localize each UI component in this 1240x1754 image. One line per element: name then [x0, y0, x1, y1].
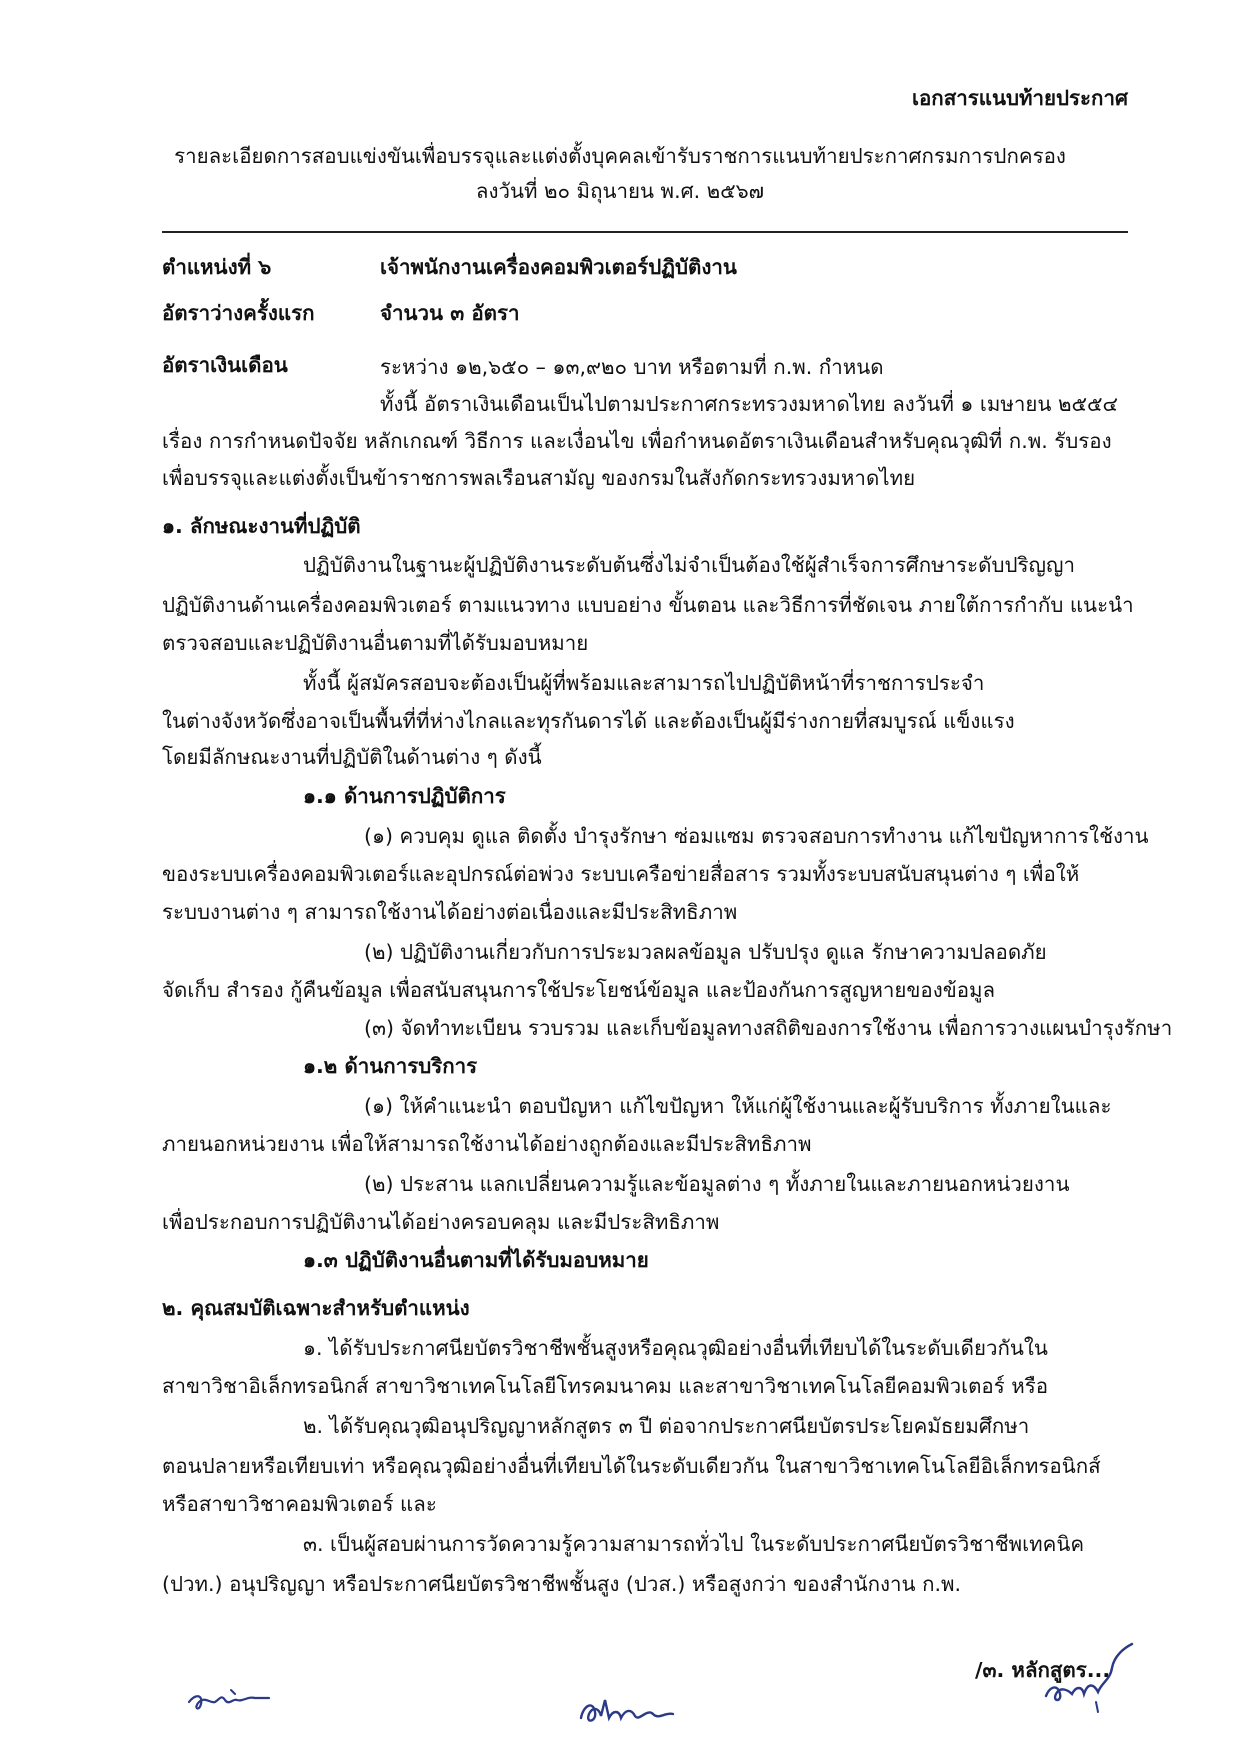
qualification-line: ๑. ได้รับประกาศนียบัตรวิชาชีพชั้นสูงหรือคุณวุฒิอย่างอื่นที่เทียบได้ในระดับเดียวกันใน — [303, 1336, 1048, 1360]
paragraph-line: ตรวจสอบและปฏิบัติงานอื่นตามที่ได้รับมอบหมาย — [162, 631, 589, 655]
position-label: ตำแหน่งที่ ๖ — [162, 255, 272, 279]
paragraph-line: ปฏิบัติงานด้านเครื่องคอมพิวเตอร์ ตามแนวทาง แบบอย่าง ขั้นตอน และวิธีการที่ชัดเจน ภายใต้การกำกับ แนะนำ — [162, 593, 1134, 617]
salary-note-line: เพื่อบรรจุและแต่งตั้งเป็นข้าราชการพลเรือนสามัญ ของกรมในสังกัดกระทรวงมหาดไทย — [162, 466, 916, 490]
qualification-line: หรือสาขาวิชาคอมพิวเตอร์ และ — [162, 1492, 437, 1516]
list-item-line: ภายนอกหน่วยงาน เพื่อให้สามารถใช้งานได้อย่างถูกต้องและมีประสิทธิภาพ — [162, 1132, 812, 1156]
position-value: เจ้าพนักงานเครื่องคอมพิวเตอร์ปฏิบัติงาน — [380, 255, 737, 279]
initials-signature-left — [185, 1680, 275, 1720]
list-item-line: (๑) ให้คำแนะนำ ตอบปัญหา แก้ไขปัญหา ให้แก่ผู้ใช้งานและผู้รับบริการ ทั้งภายในและ — [364, 1094, 1112, 1118]
salary-note-line: เรื่อง การกำหนดปัจจัย หลักเกณฑ์ วิธีการ และเงื่อนไข เพื่อกำหนดอัตราเงินเดือนสำหรับคุณวุฒิที่ ก.พ. รับรอง — [162, 429, 1112, 453]
section1-heading: ๑. ลักษณะงานที่ปฏิบัติ — [162, 514, 361, 538]
vacancy-value: จำนวน ๓ อัตรา — [380, 301, 520, 325]
list-item-line: เพื่อประกอบการปฏิบัติงานได้อย่างครอบคลุม และมีประสิทธิภาพ — [162, 1210, 720, 1234]
subsection-heading: ๑.๑ ด้านการปฏิบัติการ — [303, 784, 506, 808]
header-divider — [162, 231, 1128, 233]
section2-heading: ๒. คุณสมบัติเฉพาะสำหรับตำแหน่ง — [162, 1296, 470, 1320]
paragraph-line: ทั้งนี้ ผู้สมัครสอบจะต้องเป็นผู้ที่พร้อมและสามารถไปปฏิบัติหน้าที่ราชการประจำ — [303, 671, 985, 695]
paragraph-line: ปฏิบัติงานในฐานะผู้ปฏิบัติงานระดับต้นซึ่งไม่จำเป็นต้องใช้ผู้สำเร็จการศึกษาระดับปริญญา — [303, 553, 1075, 577]
list-item-line: (๑) ควบคุม ดูแล ติดตั้ง บำรุงรักษา ซ่อมแซม ตรวจสอบการทำงาน แก้ไขปัญหาการใช้งาน — [364, 824, 1149, 848]
list-item-line: (๓) จัดทำทะเบียน รวบรวม และเก็บข้อมูลทางสถิติของการใช้งาน เพื่อการวางแผนบำรุงรักษา — [364, 1016, 1173, 1040]
qualification-line: ๓. เป็นผู้สอบผ่านการวัดความรู้ความสามารถทั่วไป ในระดับประกาศนียบัตรวิชาชีพเทคนิค — [303, 1532, 1085, 1556]
subsection-heading: ๑.๓ ปฏิบัติงานอื่นตามที่ได้รับมอบหมาย — [303, 1248, 649, 1272]
qualification-line: (ปวท.) อนุปริญญา หรือประกาศนียบัตรวิชาชีพชั้นสูง (ปวส.) หรือสูงกว่า ของสำนักงาน ก.พ. — [162, 1572, 962, 1596]
attachment-label: เอกสารแนบท้ายประกาศ — [911, 86, 1128, 110]
vacancy-label: อัตราว่างครั้งแรก — [162, 301, 315, 325]
paragraph-line: โดยมีลักษณะงานที่ปฏิบัติในด้านต่าง ๆ ดังนี้ — [162, 745, 542, 769]
document-title-line2: ลงวันที่ ๒๐ มิถุนายน พ.ศ. ๒๕๖๗ — [475, 179, 765, 203]
handwritten-signature-right — [1040, 1638, 1140, 1716]
qualification-line: ๒. ได้รับคุณวุฒิอนุปริญญาหลักสูตร ๓ ปี ต่อจากประกาศนียบัตรประโยคมัธยมศึกษา — [303, 1414, 1030, 1438]
salary-label: อัตราเงินเดือน — [162, 353, 288, 377]
qualification-line: สาขาวิชาอิเล็กทรอนิกส์ สาขาวิชาเทคโนโลยีโทรคมนาคม และสาขาวิชาเทคโนโลยีคอมพิวเตอร์ หรือ — [162, 1374, 1049, 1398]
document-title-line1: รายละเอียดการสอบแข่งขันเพื่อบรรจุและแต่งตั้งบุคคลเข้ารับราชการแนบท้ายประกาศกรมการปกครอง — [174, 144, 1066, 168]
salary-value: ระหว่าง ๑๒,๖๕๐ – ๑๓,๙๒๐ บาท หรือตามที่ ก.พ. กำหนด — [380, 355, 884, 379]
page-continuation: /๓. หลักสูตร... — [975, 1658, 1111, 1682]
paragraph-line: ในต่างจังหวัดซึ่งอาจเป็นพื้นที่ที่ห่างไกลและทุรกันดารได้ และต้องเป็นผู้มีร่างกายที่สมบูรณ์ แข็งแรง — [162, 709, 1015, 733]
list-item-line: (๒) ปฏิบัติงานเกี่ยวกับการประมวลผลข้อมูล ปรับปรุง ดูแล รักษาความปลอดภัย — [364, 940, 1047, 964]
list-item-line: ระบบงานต่าง ๆ สามารถใช้งานได้อย่างต่อเนื่องและมีประสิทธิภาพ — [162, 900, 738, 924]
list-item-line: (๒) ประสาน แลกเปลี่ยนความรู้และข้อมูลต่าง ๆ ทั้งภายในและภายนอกหน่วยงาน — [364, 1172, 1070, 1196]
qualification-line: ตอนปลายหรือเทียบเท่า หรือคุณวุฒิอย่างอื่นที่เทียบได้ในระดับเดียวกัน ในสาขาวิชาเทคโนโลยีอิเล็กทรอนิกส์ — [162, 1454, 1101, 1478]
list-item-line: จัดเก็บ สำรอง กู้คืนข้อมูล เพื่อสนับสนุนการใช้ประโยชน์ข้อมูล และป้องกันการสูญหายของข้อมูล — [162, 978, 996, 1002]
list-item-line: ของระบบเครื่องคอมพิวเตอร์และอุปกรณ์ต่อพ่วง ระบบเครือข่ายสื่อสาร รวมทั้งระบบสนับสนุนต่าง ๆ เพื่อให้ — [162, 862, 1080, 886]
salary-note-line: ทั้งนี้ อัตราเงินเดือนเป็นไปตามประกาศกระทรวงมหาดไทย ลงวันที่ ๑ เมษายน ๒๕๕๔ — [380, 392, 1119, 416]
initials-signature-center — [575, 1688, 685, 1733]
subsection-heading: ๑.๒ ด้านการบริการ — [303, 1054, 478, 1078]
